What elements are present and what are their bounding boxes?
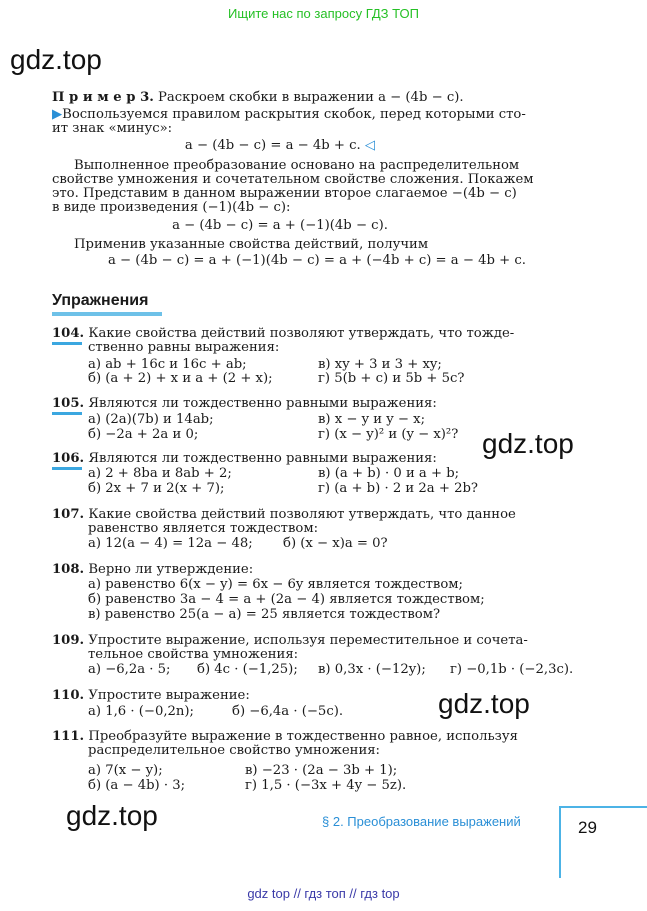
exercise-104-line-2: ственно равны выражения: — [88, 340, 280, 355]
example-para-2: свойстве умножения и сочетательном свойстве сложения. Покажем — [52, 172, 534, 187]
example-para-3: это. Представим в данном выражении второе слагаемое −(4b − c) — [52, 186, 517, 201]
exercise-110-a: а) 1,6 · (−0,2n); — [88, 704, 194, 719]
exercise-108-b: б) равенство 3a − 4 = a + (2a − 4) является тождеством; — [88, 592, 485, 607]
watermark-middle-right: gdz.top — [482, 428, 574, 459]
watermark-top-left: gdz.top — [10, 44, 102, 75]
exercise-110-number: 110. — [52, 688, 85, 703]
exercise-110-line-1: 110. Упростите выражение: — [52, 688, 250, 703]
footer-vertical-rule — [559, 806, 561, 878]
exercise-109-v: в) 0,3x · (−12y); — [318, 662, 426, 677]
exercise-109-line-2: тельное свойства умножения: — [88, 647, 299, 662]
page-number: 29 — [578, 818, 597, 837]
example-equation-2: a − (4b − c) = a + (−1)(4b − c). — [172, 218, 388, 233]
exercise-111-g: г) 1,5 · (−3x + 4y − 5z). — [245, 778, 407, 793]
exercise-108-number: 108. — [52, 562, 85, 577]
footer-section-title: § 2. Преобразование выражений — [322, 814, 521, 829]
exercise-104-a: а) ab + 16c и 16c + ab; — [88, 357, 247, 372]
exercise-105-underline — [52, 412, 82, 415]
example-heading — [52, 90, 464, 106]
exercise-111-line-1: 111. Преобразуйте выражение в тождественно равное, используя — [52, 729, 518, 744]
exercise-106-v: в) (a + b) · 0 и a + b; — [318, 466, 460, 481]
exercise-109-line-1: 109. Упростите выражение, используя переместительное и сочета- — [52, 633, 528, 648]
example-para-4: в виде произведения (−1)(4b − c): — [52, 200, 291, 215]
exercise-108-a: а) равенство 6(x − y) = 6x − 6y является тождеством; — [88, 577, 463, 592]
exercise-107-a: а) 12(a − 4) = 12a − 48; — [88, 536, 253, 551]
exercise-111-number: 111. — [52, 729, 85, 744]
exercise-107-number: 107. — [52, 507, 85, 522]
exercise-111-b: б) (a − 4b) · 3; — [88, 778, 186, 793]
footer-horizontal-rule — [559, 806, 647, 808]
example-para-5: Применив указанные свойства действий, получим — [74, 237, 429, 252]
exercise-104-v: в) xy + 3 и 3 + xy; — [318, 357, 442, 372]
exercise-111-line-2: распределительное свойство умножения: — [88, 743, 380, 758]
exercise-108-v: в) равенство 25(a − a) = 25 является тождеством? — [88, 607, 441, 622]
exercise-104-line-1: 104. Какие свойства действий позволяют утверждать, что тожде- — [52, 326, 515, 341]
exercise-105-number: 105. — [52, 396, 85, 411]
exercise-109-a: а) −6,2a · 5; — [88, 662, 171, 677]
exercise-108-line-1: 108. Верно ли утверждение: — [52, 562, 254, 577]
exercise-106-line-1: 106. Являются ли тождественно равными выражения: — [52, 451, 437, 466]
example-line-3: ит знак «минус»: — [52, 121, 173, 136]
exercise-105-a: а) (2a)(7b) и 14ab; — [88, 412, 214, 427]
example-line-2: ▶Воспользуемся правилом раскрытия скобок, перед которыми сто- — [52, 107, 526, 122]
exercise-111-a: а) 7(x − y); — [88, 763, 163, 778]
exercise-106-underline — [52, 467, 82, 470]
exercise-106-number: 106. — [52, 451, 85, 466]
example-equation-1: a − (4b − c) = a − 4b + c. ◁ — [184, 138, 376, 153]
exercise-109-number: 109. — [52, 633, 85, 648]
example-equation-3: a − (4b − c) = a + (−1)(4b − c) = a + (−4b + c) = a − 4b + c. — [108, 253, 526, 268]
example-heading-text: Раскроем скобки в выражении a − (4b − c). — [158, 90, 464, 105]
exercise-109-b: б) 4c · (−1,25); — [197, 662, 298, 677]
bottom-links[interactable]: gdz top // гдз топ // гдз top — [247, 886, 400, 901]
exercise-106-b: б) 2x + 7 и 2(x + 7); — [88, 481, 225, 496]
exercise-110-b: б) −6,4a · (−5c). — [232, 704, 344, 719]
section-title: Упражнения — [52, 292, 149, 309]
end-marker-icon: ◁ — [364, 138, 376, 153]
exercise-104-b: б) (a + 2) + x и a + (2 + x); — [88, 371, 273, 386]
watermark-lower-right: gdz.top — [438, 688, 530, 719]
exercise-105-g: г) (x − y)² и (y − x)²? — [318, 427, 459, 442]
example-label: П р и м е р 3. — [52, 90, 154, 105]
exercise-104-g: г) 5(b + c) и 5b + 5c? — [318, 371, 465, 386]
exercise-111-v: в) −23 · (2a − 3b + 1); — [245, 763, 398, 778]
exercise-109-g: г) −0,1b · (−2,3c). — [450, 662, 574, 677]
exercise-104-number: 104. — [52, 326, 85, 341]
exercise-104-underline — [52, 342, 82, 345]
exercise-105-line-1: 105. Являются ли тождественно равными выражения: — [52, 396, 437, 411]
section-title-underline — [52, 312, 162, 316]
example-para-1: Выполненное преобразование основано на распределительном — [74, 158, 520, 173]
top-search-link[interactable]: Ищите нас по запросу ГДЗ ТОП — [228, 6, 419, 21]
exercise-107-line-1: 107. Какие свойства действий позволяют утверждать, что данное — [52, 507, 516, 522]
exercise-107-b: б) (x − x)a = 0? — [283, 536, 388, 551]
watermark-bottom-left: gdz.top — [66, 800, 158, 831]
exercise-106-g: г) (a + b) · 2 и 2a + 2b? — [318, 481, 479, 496]
exercise-107-line-2: равенство является тождеством: — [88, 521, 319, 536]
triangle-marker-icon: ▶ — [52, 107, 63, 122]
exercise-105-v: в) x − y и y − x; — [318, 412, 426, 427]
exercise-106-a: а) 2 + 8ba и 8ab + 2; — [88, 466, 232, 481]
exercise-105-b: б) −2a + 2a и 0; — [88, 427, 199, 442]
